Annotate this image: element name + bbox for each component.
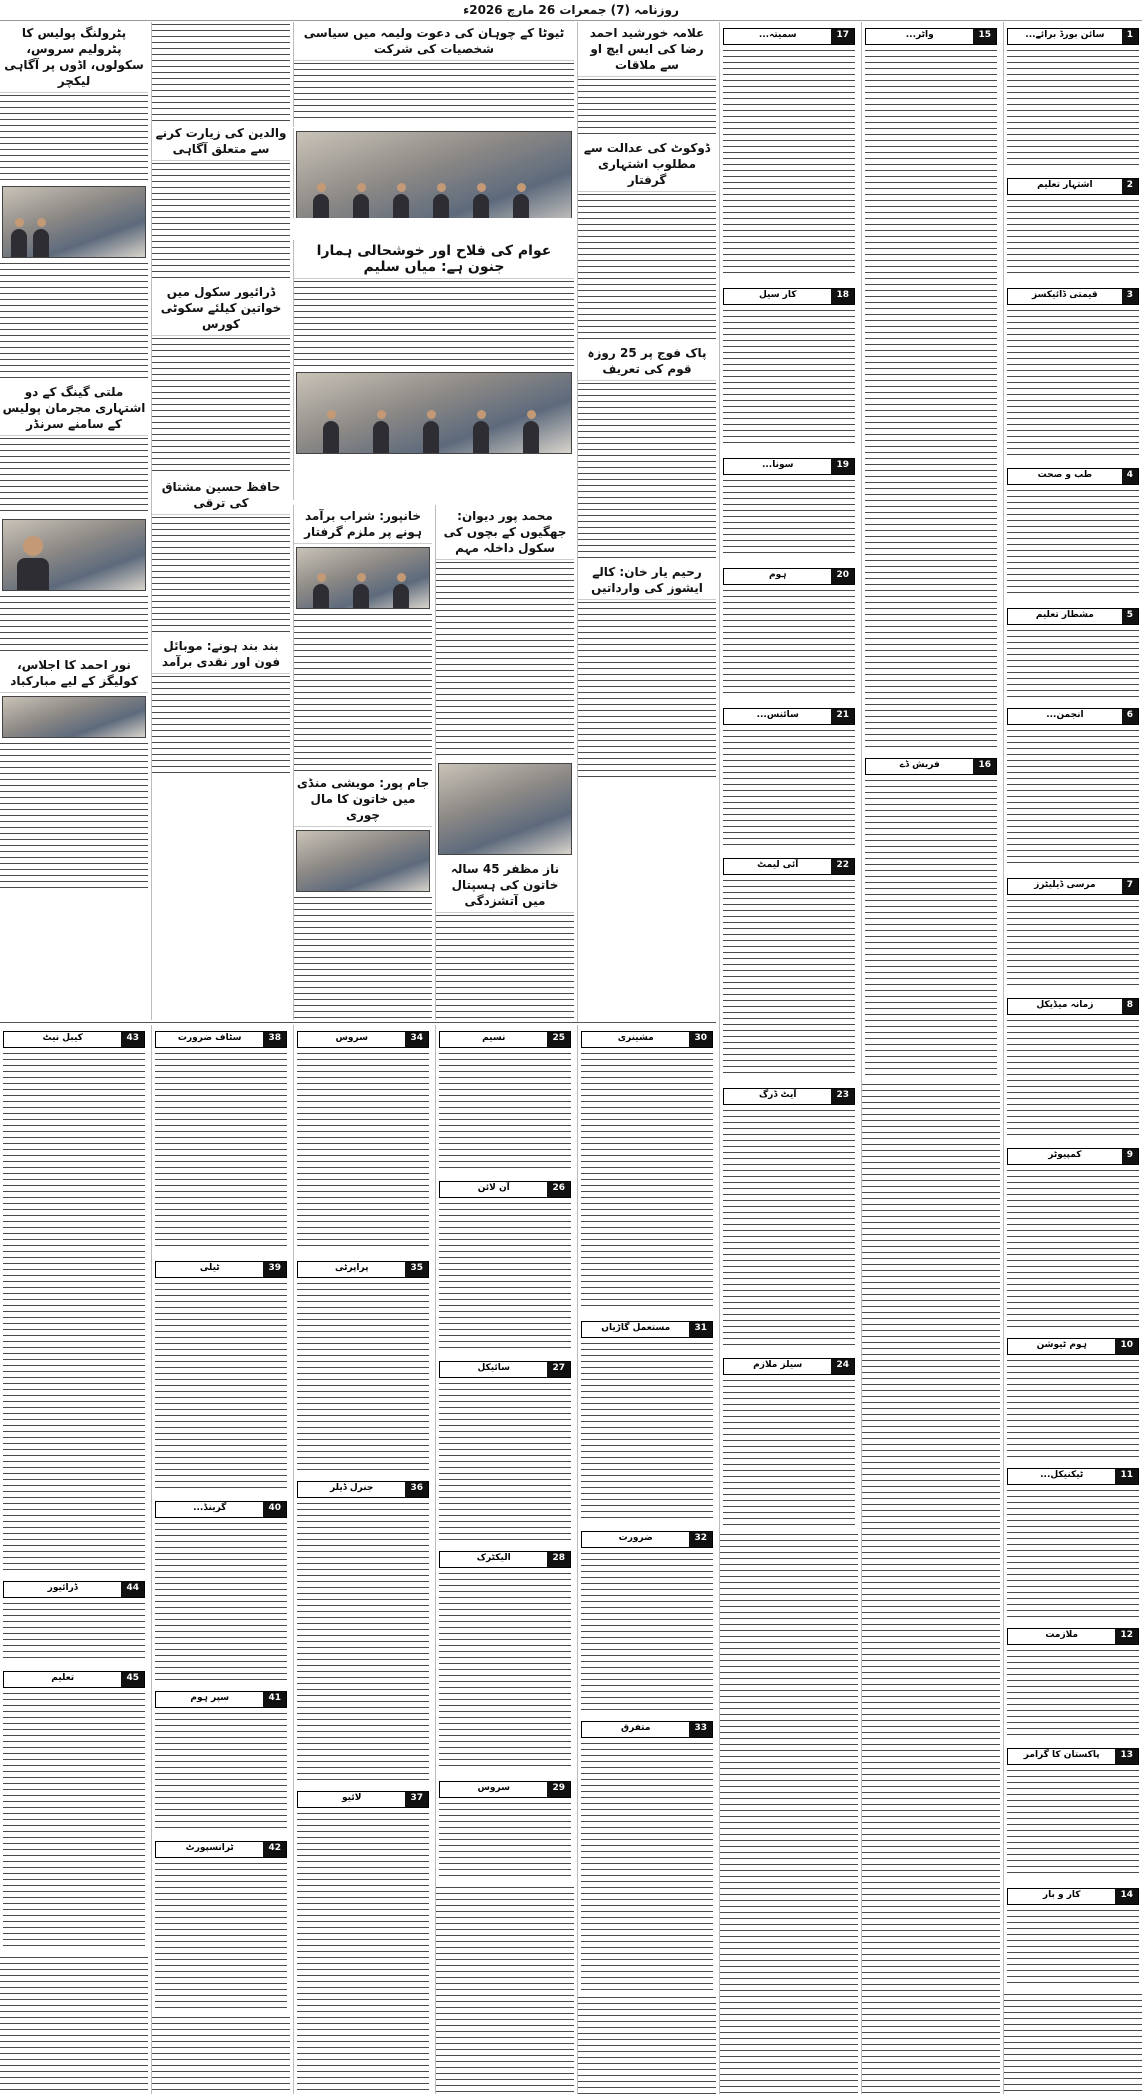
- classified-header: [1007, 28, 1139, 45]
- classified-section: [152, 1255, 290, 1495]
- classified-number: 10: [1115, 1339, 1138, 1354]
- article-body: [152, 515, 290, 635]
- classified-text: [865, 48, 997, 748]
- news-headline: جام پور: مویشی منڈی میں خاتون کا مال چوری: [294, 772, 432, 827]
- classified-header: [723, 568, 855, 585]
- news-headline: پٹرولنگ پولیس کا پٹرولیم سروس، سکولوں، اڈوں پر آگاہی لیکچر: [0, 22, 148, 93]
- news-headline: ڈرائیور سکول میں خواتین کیلئے سکوٹی کورس: [152, 281, 290, 336]
- classified-number: 23: [831, 1089, 854, 1104]
- classified-header: [723, 1088, 855, 1105]
- classified-section: [294, 1255, 432, 1475]
- classified-number: 42: [263, 1842, 286, 1857]
- classified-title: سیلز ملازم: [724, 1359, 831, 1374]
- wedding-photo-block: [293, 128, 574, 218]
- masthead-date: روزنامہ (7) جمعرات 26 مارچ 2026ء: [0, 0, 1142, 21]
- classified-number: 31: [689, 1322, 712, 1337]
- classified-header: [723, 28, 855, 45]
- classified-text: [3, 1691, 145, 1951]
- classified-number: 32: [689, 1532, 712, 1547]
- classified-title: واٹر...: [866, 29, 973, 44]
- news-column-7: [151, 22, 290, 1020]
- classified-number: 8: [1122, 999, 1138, 1014]
- classified-text: [720, 1532, 858, 2094]
- classified-text: [1007, 1768, 1139, 1878]
- classified-title: سٹاف ضرورت: [156, 1032, 263, 1047]
- section-divider: [0, 1022, 716, 1023]
- classified-header: [155, 1261, 287, 1278]
- classified-text: [1007, 1908, 1139, 1988]
- classifieds-column-6: [293, 1025, 432, 2094]
- classified-section: [1004, 1742, 1142, 1882]
- news-headline: ڈوکوٹ کی عدالت سے مطلوب اشتہاری گرفتار: [578, 137, 716, 192]
- classified-header: [1007, 1338, 1139, 1355]
- classified-title: کار و بار: [1008, 1889, 1115, 1904]
- classified-text: [439, 1201, 571, 1351]
- classified-header: [723, 288, 855, 305]
- classified-section: [862, 752, 1000, 1082]
- classified-title: ٹرانسپورٹ: [156, 1842, 263, 1857]
- classified-header: [581, 1031, 713, 1048]
- classified-header: [439, 1181, 571, 1198]
- classifieds-column-4: [577, 1025, 716, 2094]
- classified-section: [720, 1082, 858, 1352]
- classified-title: سائنس...: [724, 709, 831, 724]
- classified-text: [723, 1108, 855, 1348]
- news-column-5: [435, 505, 574, 1020]
- classified-text: [155, 1051, 287, 1251]
- classified-section: [152, 1835, 290, 2015]
- article-body: [152, 161, 290, 281]
- news-column-4: [577, 22, 716, 1022]
- classified-title: مرسی ڈیلیٹرز: [1008, 879, 1122, 894]
- classified-text: [723, 728, 855, 848]
- classified-title: ٹیکنیکل...: [1008, 1469, 1115, 1484]
- classified-text: [1007, 1488, 1139, 1618]
- classified-section: [1004, 1332, 1142, 1462]
- classifieds-column-7: [151, 1025, 290, 2094]
- classified-section: [0, 1665, 148, 1955]
- classified-number: 37: [405, 1792, 428, 1807]
- news-headline: علامہ خورشید احمد رضا کی ایس ایچ او سے ملاقات: [578, 22, 716, 77]
- classified-number: 9: [1122, 1149, 1138, 1164]
- classified-header: [581, 1531, 713, 1548]
- news-headline: عوام کی فلاح اور خوشحالی ہمارا جنون ہے: میاں سلیم: [294, 240, 574, 279]
- classified-header: [439, 1361, 571, 1378]
- classified-title: کمپیوٹر: [1008, 1149, 1122, 1164]
- classified-text: [0, 1955, 148, 2094]
- classified-header: [723, 458, 855, 475]
- classified-title: ضرورت: [582, 1532, 689, 1547]
- classifieds-column-8: [0, 1025, 148, 2094]
- news-headline: محمد پور دیوان: جھگیوں کے بچوں کی سکول داخلہ مہم: [436, 505, 574, 560]
- classified-number: 38: [263, 1032, 286, 1047]
- classified-number: 5: [1122, 609, 1138, 624]
- article-body: [0, 261, 148, 381]
- classified-header: [1007, 1628, 1139, 1645]
- classified-text: [1007, 1168, 1139, 1328]
- arrest-photo: [296, 547, 430, 609]
- classified-header: [581, 1721, 713, 1738]
- classified-section: [1004, 462, 1142, 602]
- classified-number: 12: [1115, 1629, 1138, 1644]
- news-headline: ملتی گینگ کے دو اشتہاری مجرمان پولیس کے سامنے سرنڈر: [0, 381, 148, 436]
- classified-section: [294, 1785, 432, 2094]
- news-headline: نور احمد کا اجلاس، کولیگز کے لیے مبارکباد: [0, 654, 148, 693]
- classified-number: 14: [1115, 1889, 1138, 1904]
- classified-number: 18: [831, 289, 854, 304]
- classified-text: [1007, 198, 1139, 278]
- classified-number: 3: [1122, 289, 1138, 304]
- classified-number: 25: [547, 1032, 570, 1047]
- classified-text: [723, 588, 855, 698]
- classified-title: ہوم: [724, 569, 831, 584]
- classified-number: 44: [121, 1582, 144, 1597]
- classified-section: [1004, 172, 1142, 282]
- classified-header: [3, 1031, 145, 1048]
- classified-header: [1007, 468, 1139, 485]
- classified-header: [723, 858, 855, 875]
- classified-text: [439, 1801, 571, 1881]
- classified-title: مستعمل گاڑیاں: [582, 1322, 689, 1337]
- article-body: [294, 612, 432, 772]
- classified-title: کار سیل: [724, 289, 831, 304]
- classified-title: مشینری: [582, 1032, 689, 1047]
- classified-header: [3, 1581, 145, 1598]
- classified-section: [1004, 702, 1142, 872]
- classified-header: [865, 28, 997, 45]
- classified-text: [1007, 1358, 1139, 1458]
- classified-title: نسیم: [440, 1032, 547, 1047]
- classified-header: [155, 1501, 287, 1518]
- classified-number: 4: [1122, 469, 1138, 484]
- classified-title: جنرل ڈیلر: [298, 1482, 405, 1497]
- classified-title: الیکٹرک: [440, 1552, 547, 1567]
- classified-header: [1007, 878, 1139, 895]
- classified-text: [865, 778, 997, 1078]
- classified-section: [436, 1545, 574, 1775]
- classified-number: 2: [1122, 179, 1138, 194]
- article-body: [578, 77, 716, 137]
- classified-header: [297, 1261, 429, 1278]
- classified-text: [1007, 628, 1139, 698]
- classified-text: [439, 1381, 571, 1541]
- classified-section: [1004, 1142, 1142, 1332]
- classified-number: 29: [547, 1782, 570, 1797]
- classified-header: [1007, 1748, 1139, 1765]
- news-block-middle: [293, 240, 574, 500]
- classified-number: 20: [831, 569, 854, 584]
- classified-section: [436, 1175, 574, 1355]
- article-body: [152, 336, 290, 476]
- classified-text: [578, 1995, 716, 2094]
- classified-header: [1007, 608, 1139, 625]
- classified-number: 30: [689, 1032, 712, 1047]
- news-headline: بند بند ہونے: موبائل فون اور نقدی برآمد: [152, 635, 290, 674]
- classified-number: 6: [1122, 709, 1138, 724]
- classified-section: [720, 702, 858, 852]
- classified-section: [1004, 1622, 1142, 1742]
- classified-title: زمانہ میڈیکل: [1008, 999, 1122, 1014]
- classified-text: [297, 1051, 429, 1251]
- classified-title: ڈرائیور: [4, 1582, 121, 1597]
- classified-header: [1007, 1148, 1139, 1165]
- classified-number: 41: [263, 1692, 286, 1707]
- classified-number: 33: [689, 1722, 712, 1737]
- classifieds-column-1: [1003, 22, 1142, 2094]
- classified-section: [294, 1475, 432, 1785]
- classified-text: [723, 308, 855, 448]
- classified-section: [720, 452, 858, 562]
- classified-title: ٹیلی: [156, 1262, 263, 1277]
- classified-title: فریش ڈے: [866, 759, 973, 774]
- classified-section: [862, 22, 1000, 752]
- classified-text: [723, 48, 855, 278]
- classified-text: [581, 1051, 713, 1311]
- classified-header: [1007, 708, 1139, 725]
- article-body: [436, 560, 574, 760]
- classified-section: [720, 852, 858, 1082]
- classified-section: [578, 1025, 716, 1315]
- classified-text: [1007, 308, 1139, 458]
- classified-section: [436, 1355, 574, 1545]
- classified-section: [720, 22, 858, 282]
- classifieds-column-5: [435, 1025, 574, 2094]
- classified-number: 19: [831, 459, 854, 474]
- classified-number: 35: [405, 1262, 428, 1277]
- classified-title: سروس: [440, 1782, 547, 1797]
- classified-section: [1004, 992, 1142, 1142]
- classified-title: سائیکل: [440, 1362, 547, 1377]
- classified-title: انجمن...: [1008, 709, 1122, 724]
- classified-text: [439, 1051, 571, 1171]
- classified-title: کیبل نیٹ: [4, 1032, 121, 1047]
- classified-title: متفرق: [582, 1722, 689, 1737]
- classified-header: [723, 708, 855, 725]
- classified-title: سمیتہ...: [724, 29, 831, 44]
- article-body: [294, 279, 574, 369]
- classified-title: سائن بورڈ برائے...: [1008, 29, 1122, 44]
- classified-header: [865, 758, 997, 775]
- classified-section: [720, 1352, 858, 1532]
- classified-text: [723, 1378, 855, 1528]
- classified-section: [1004, 1462, 1142, 1622]
- classified-section: [436, 1025, 574, 1175]
- classified-title: تعلیم: [4, 1672, 121, 1687]
- classified-number: 40: [263, 1502, 286, 1517]
- classified-text: [155, 1281, 287, 1491]
- classified-text: [297, 1501, 429, 1781]
- article-body: [294, 895, 432, 1020]
- news-headline: پاک فوج پر 25 روزہ قوم کی تعریف: [578, 342, 716, 381]
- classified-section: [720, 562, 858, 702]
- classified-number: 39: [263, 1262, 286, 1277]
- news-headline: ٹیوٹا کے چوہان کی دعوت ولیمہ میں سیاسی شخصیات کی شرکت: [294, 22, 574, 61]
- classified-section: [720, 282, 858, 452]
- classified-title: ہوم ٹیوشن: [1008, 1339, 1115, 1354]
- group-photo: [296, 131, 572, 218]
- classified-title: آئی لیمٹ: [724, 859, 831, 874]
- classified-text: [297, 1811, 429, 2094]
- article-body: [578, 381, 716, 561]
- classified-header: [439, 1781, 571, 1798]
- news-headline: خانپور: شراب برآمد ہونے پر ملزم گرفتار: [294, 505, 432, 544]
- classified-header: [297, 1791, 429, 1808]
- school-building-photo: [438, 763, 572, 855]
- classified-number: 43: [121, 1032, 144, 1047]
- classified-text: [581, 1341, 713, 1521]
- classified-number: 22: [831, 859, 854, 874]
- classified-title: آن لائن: [440, 1182, 547, 1197]
- classified-text: [3, 1601, 145, 1661]
- classified-title: قیمتی ڈائیکسز: [1008, 289, 1122, 304]
- classified-text: [152, 2015, 290, 2094]
- classified-number: 16: [973, 759, 996, 774]
- classified-text: [155, 1711, 287, 1831]
- classified-title: ملازمت: [1008, 1629, 1115, 1644]
- classifieds-column-3: [719, 22, 858, 2094]
- classified-title: سروس: [298, 1032, 405, 1047]
- classified-section: [294, 1025, 432, 1255]
- classified-title: سپر ہوم: [156, 1692, 263, 1707]
- classified-header: [155, 1691, 287, 1708]
- article-body: [294, 61, 574, 121]
- classified-text: [723, 878, 855, 1078]
- news-block-top-middle: [293, 22, 574, 127]
- classified-header: [155, 1031, 287, 1048]
- classified-section: [152, 1495, 290, 1685]
- news-headline: حافظ حسین مشتاق کی ترقی: [152, 476, 290, 515]
- celebration-photo: [2, 696, 146, 738]
- article-body: [578, 600, 716, 780]
- classified-section: [1004, 602, 1142, 702]
- police-lecture-photo: [2, 186, 146, 258]
- classified-title: مشطار تعلیم: [1008, 609, 1122, 624]
- classified-header: [439, 1031, 571, 1048]
- classified-text: [1007, 728, 1139, 868]
- classified-header: [1007, 998, 1139, 1015]
- classifieds-column-2: [861, 22, 1000, 2094]
- classified-number: 28: [547, 1552, 570, 1567]
- classified-text: [439, 1571, 571, 1771]
- classified-header: [1007, 1888, 1139, 1905]
- article-body: [0, 93, 148, 183]
- classified-section: [436, 1775, 574, 1885]
- classified-title: آیٹ ڈرگ: [724, 1089, 831, 1104]
- classified-number: 1: [1122, 29, 1138, 44]
- classified-number: 11: [1115, 1469, 1138, 1484]
- classified-text: [1007, 1648, 1139, 1738]
- classified-section: [578, 1525, 716, 1715]
- news-headline: والدین کی زیارت کرنے سے متعلق آگاہی: [152, 122, 290, 161]
- news-column-8: [0, 22, 148, 1020]
- article-body: [0, 436, 148, 516]
- classified-section: [0, 1575, 148, 1665]
- classified-header: [1007, 178, 1139, 195]
- classified-title: پراپرٹی: [298, 1262, 405, 1277]
- article-body: [436, 913, 574, 1020]
- article-body: [0, 741, 148, 891]
- news-headline: ناز مظفر 45 سالہ خاتون کی ہسپتال میں آتشزدگی: [436, 858, 574, 913]
- classified-number: 34: [405, 1032, 428, 1047]
- classified-number: 27: [547, 1362, 570, 1377]
- classified-header: [723, 1358, 855, 1375]
- classified-title: لائیو: [298, 1792, 405, 1807]
- classified-header: [1007, 1468, 1139, 1485]
- classified-text: [1007, 1018, 1139, 1138]
- classified-text: [155, 1861, 287, 2011]
- classified-text: [1007, 898, 1139, 988]
- article-body: [152, 674, 290, 774]
- news-headline: رحیم یار خان: کالے ایشوز کی وارداتیں: [578, 561, 716, 600]
- classified-number: 36: [405, 1482, 428, 1497]
- classified-title: طب و صحت: [1008, 469, 1122, 484]
- classified-number: 17: [831, 29, 854, 44]
- classified-text: [1007, 488, 1139, 598]
- classified-section: [1004, 872, 1142, 992]
- classified-header: [1007, 288, 1139, 305]
- classified-title: گرینڈ...: [156, 1502, 263, 1517]
- classified-title: اشتہار تعلیم: [1008, 179, 1122, 194]
- classified-text: [155, 1521, 287, 1681]
- classified-text: [862, 1082, 1000, 2094]
- classified-text: [723, 478, 855, 558]
- classified-header: [297, 1481, 429, 1498]
- classified-header: [581, 1321, 713, 1338]
- classified-text: [581, 1741, 713, 1991]
- classified-section: [0, 1025, 148, 1575]
- classified-number: 24: [831, 1359, 854, 1374]
- classified-section: [152, 1025, 290, 1255]
- classified-text: [297, 1281, 429, 1471]
- classified-header: [155, 1841, 287, 1858]
- article-body: [578, 192, 716, 342]
- classified-section: [578, 1315, 716, 1525]
- article-body: [152, 22, 290, 122]
- classified-number: 26: [547, 1182, 570, 1197]
- classified-section: [1004, 22, 1142, 172]
- classified-number: 7: [1122, 879, 1138, 894]
- classified-number: 13: [1115, 1749, 1138, 1764]
- classified-section: [1004, 282, 1142, 462]
- group-photo: [296, 372, 572, 454]
- classified-number: 21: [831, 709, 854, 724]
- classified-text: [581, 1551, 713, 1711]
- classified-section: [578, 1715, 716, 1995]
- classified-title: پاکستان کا گرامر: [1008, 1749, 1115, 1764]
- article-body: [0, 594, 148, 654]
- classified-number: 45: [121, 1672, 144, 1687]
- classified-header: [439, 1551, 571, 1568]
- classified-section: [152, 1685, 290, 1835]
- classified-section: [1004, 1882, 1142, 1992]
- classified-header: [3, 1671, 145, 1688]
- news-column-6: [293, 505, 432, 1020]
- classified-title: سونا...: [724, 459, 831, 474]
- arrest-photo: [296, 830, 430, 892]
- portrait-photo: [2, 519, 146, 591]
- classified-number: 15: [973, 29, 996, 44]
- classified-text: [3, 1051, 145, 1571]
- classified-text: [1004, 1992, 1142, 2094]
- classified-header: [297, 1031, 429, 1048]
- classified-text: [436, 1885, 574, 2094]
- classified-text: [1007, 48, 1139, 168]
